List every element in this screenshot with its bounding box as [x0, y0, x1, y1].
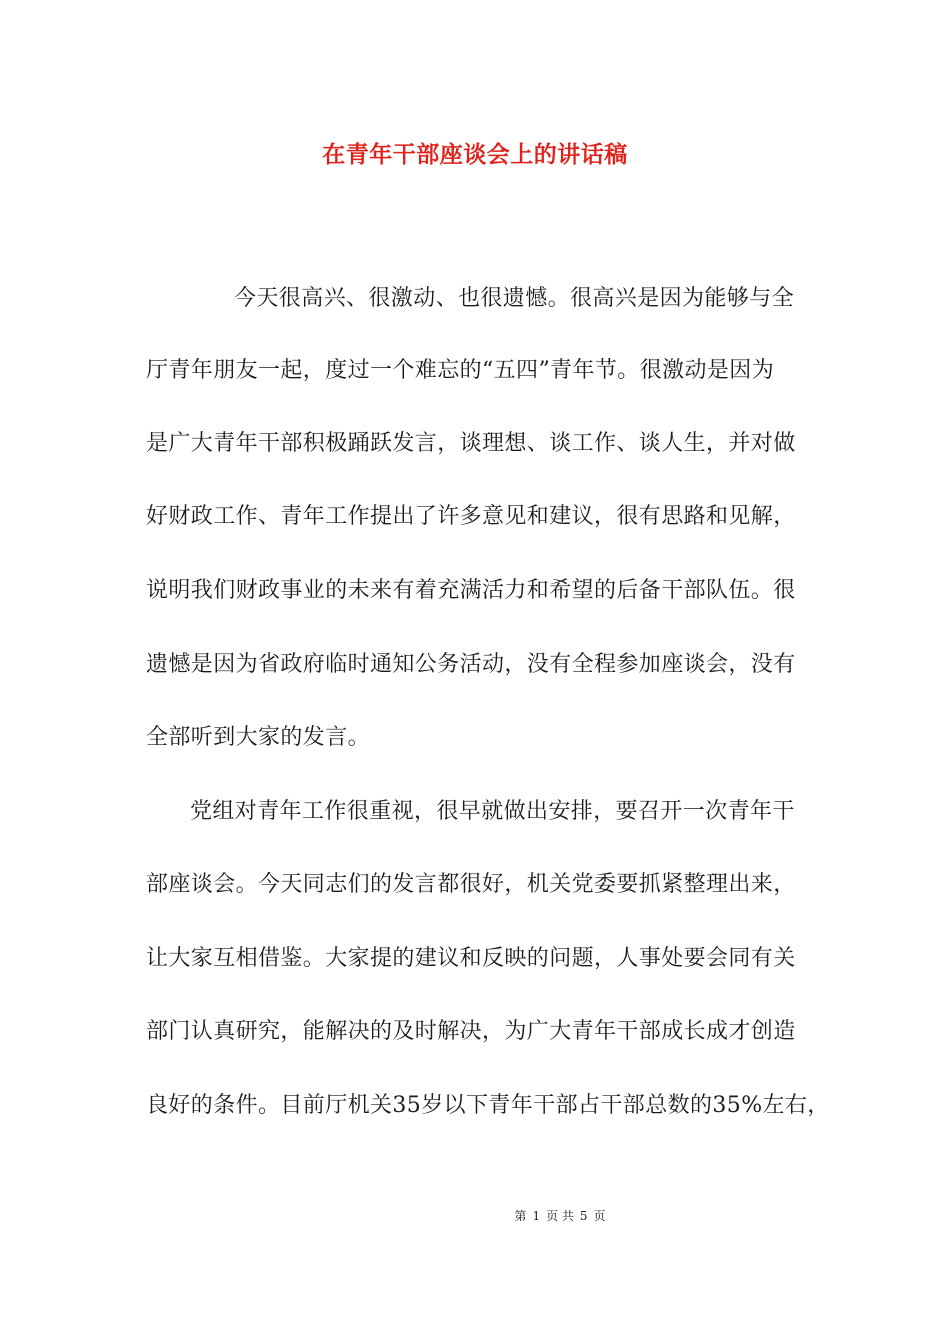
paragraph-line: 部座谈会。今天同志们的发言都很好，机关党委要抓紧整理出来，	[146, 872, 796, 897]
footer-mid: 页 共	[546, 1209, 574, 1223]
paragraph-line: 好财政工作、青年工作提出了许多意见和建议，很有思路和见解，	[146, 504, 796, 529]
page-footer	[0, 1206, 950, 1226]
paragraph-line: 今天很高兴、很激动、也很遗憾。很高兴是因为能够与全	[234, 286, 795, 311]
footer-current-page: 1	[532, 1209, 541, 1223]
paragraph-line: 党组对青年工作很重视，很早就做出安排，要召开一次青年干	[190, 799, 795, 824]
footer-total-pages: 5	[579, 1209, 588, 1223]
paragraph-line: 遗憾是因为省政府临时通知公务活动，没有全程参加座谈会，没有	[146, 652, 796, 677]
paragraph-line: 厅青年朋友一起，度过一个难忘的“五四”青年节。很激动是因为	[146, 358, 775, 383]
paragraph-line: 全部听到大家的发言。	[146, 725, 371, 750]
paragraph-line: 良好的条件。目前厅机关35岁以下青年干部占干部总数的35%左右，	[146, 1093, 830, 1118]
document-title: 在青年干部座谈会上的讲话稿	[322, 141, 628, 168]
footer-prefix: 第	[514, 1209, 527, 1223]
paragraph-line: 说明我们财政事业的未来有着充满活力和希望的后备干部队伍。很	[146, 578, 796, 603]
paragraph-line: 让大家互相借鉴。大家提的建议和反映的问题，人事处要会同有关	[146, 946, 796, 971]
paragraph-line: 是广大青年干部积极踊跃发言，谈理想、谈工作、谈人生，并对做	[146, 431, 796, 456]
footer-suffix: 页	[593, 1209, 606, 1223]
paragraph-line: 部门认真研究，能解决的及时解决，为广大青年干部成长成才创造	[146, 1019, 796, 1044]
